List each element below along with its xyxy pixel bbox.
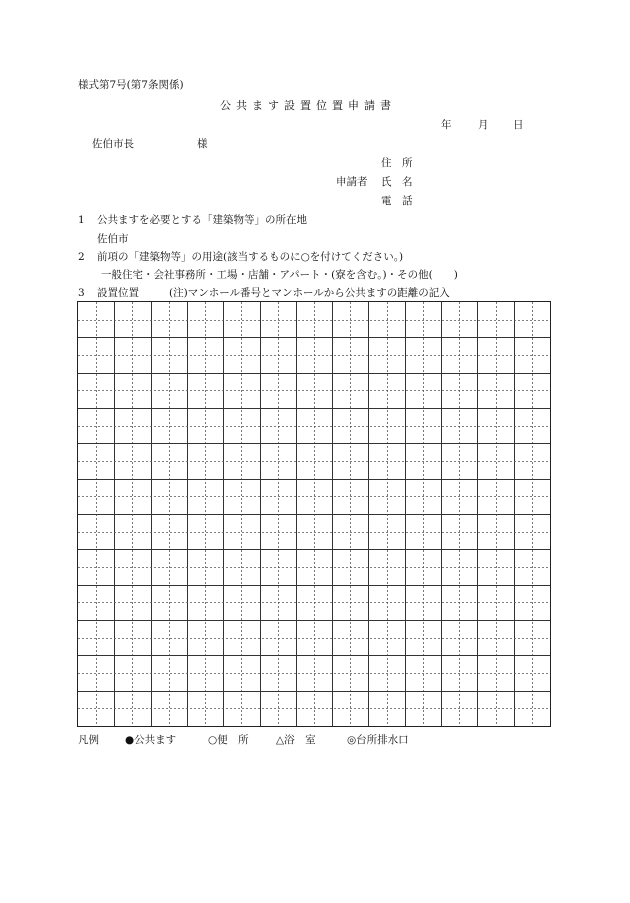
applicant-name-label: 氏 名	[381, 176, 413, 188]
item2-number: 2	[78, 251, 85, 263]
item1-value: 佐伯市	[97, 233, 129, 245]
applicant-label: 申請者	[336, 176, 368, 188]
legend-title: 凡例	[78, 734, 99, 746]
form-number: 様式第7号(第7条関係)	[78, 79, 184, 91]
item2-text: 前項の「建築物等」の用途(該当するものに○を付けてください。)	[97, 251, 404, 263]
item1-text: 公共ますを必要とする「建築物等」の所在地	[97, 214, 307, 226]
addressee-mayor: 佐伯市長	[92, 138, 134, 150]
placement-grid[interactable]	[77, 301, 551, 727]
date-day-label: 日	[513, 119, 524, 131]
applicant-address-label: 住 所	[381, 157, 413, 169]
form-title: 公共ます設置位置申請書	[220, 99, 396, 112]
item3-label: 設置位置	[97, 287, 139, 299]
legend-item-bathroom: △浴 室	[276, 734, 316, 746]
item1-number: 1	[78, 214, 85, 226]
item3-note: (注)マンホール番号とマンホールから公共ますの距離の記入	[169, 287, 450, 299]
applicant-phone-label: 電 話	[381, 195, 413, 207]
date-year-label: 年	[441, 119, 452, 131]
legend-item-toilet: ○便 所	[208, 734, 249, 746]
addressee-honorific: 様	[197, 138, 208, 150]
legend-item-public-basin: ●公共ます	[125, 734, 177, 746]
item3-number: 3	[78, 287, 85, 299]
item2-options: 一般住宅・会社事務所・工場・店舗・アパート・(寮を含む。)・その他( )	[101, 269, 458, 281]
legend-item-kitchen-drain: ◎台所排水口	[347, 734, 409, 746]
date-month-label: 月	[478, 119, 489, 131]
grid-lines	[78, 302, 550, 726]
